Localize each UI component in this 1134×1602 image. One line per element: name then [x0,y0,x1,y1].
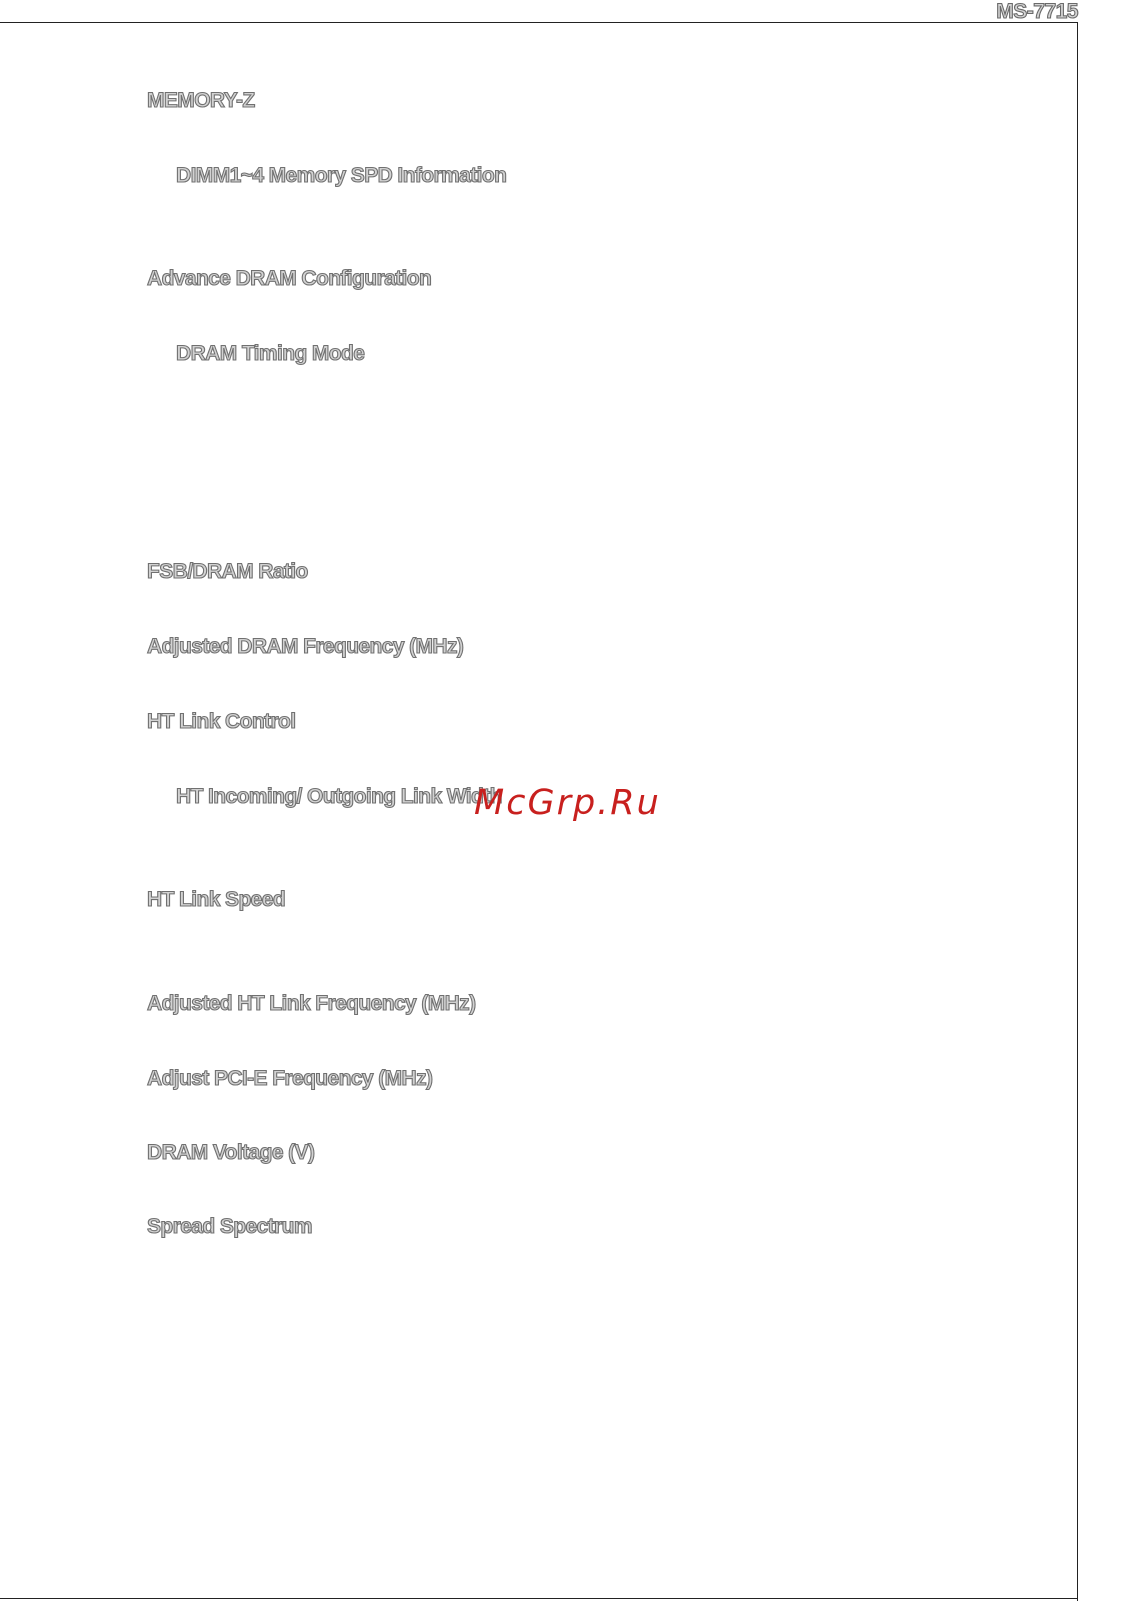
item-dram-voltage: DRAM Voltage (V) [147,1141,315,1164]
item-fsb-dram-ratio: FSB/DRAM Ratio [147,560,308,583]
item-ht-link-width: HT Incoming/ Outgoing Link Width [176,785,502,808]
model-label: MS-7715 [996,0,1078,23]
item-dram-timing-mode: DRAM Timing Mode [176,342,365,365]
item-advance-dram-configuration: Advance DRAM Configuration [147,267,432,290]
item-memory-z: MEMORY-Z [147,89,255,112]
frame-top-border [0,22,1078,23]
watermark-text: McGrp.Ru [474,783,661,823]
item-ht-link-control: HT Link Control [147,710,296,733]
item-adjusted-ht-link-frequency: Adjusted HT Link Frequency (MHz) [147,992,476,1015]
item-dimm-spd-information: DIMM1~4 Memory SPD Information [176,164,507,187]
item-adjust-pcie-frequency: Adjust PCI-E Frequency (MHz) [147,1067,433,1090]
frame-right-border [1077,22,1078,1601]
item-spread-spectrum: Spread Spectrum [147,1215,312,1238]
item-adjusted-dram-frequency: Adjusted DRAM Frequency (MHz) [147,635,464,658]
item-ht-link-speed: HT Link Speed [147,888,286,911]
frame-bottom-border [0,1598,1078,1599]
